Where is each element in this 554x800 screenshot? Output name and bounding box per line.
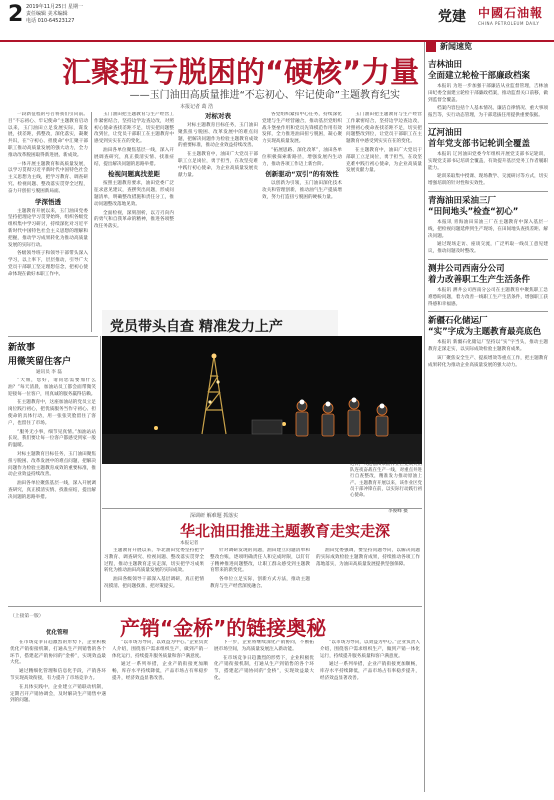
brief-divider xyxy=(428,259,548,260)
tag-label: 新闻速览 xyxy=(440,42,472,51)
page-number: 2 xyxy=(8,2,24,27)
paragraph: 通过一系列举措，企业产销衔接更加顺畅，库存水平持续降低，产品市场占有率稳步提升，经济效益显著改善。 xyxy=(320,662,420,681)
paragraph: 通过现场走访、座谈交流，广泛听取一线员工意见建议，推动问题及时整改。 xyxy=(428,242,548,255)
paragraph: 轮训采取集中授课、现场教学、交流研讨等方式，切实增强培训的针对性和实效性。 xyxy=(428,174,548,187)
paragraph: 玉门油田把主题教育与生产经营工作紧密结合，坚持边学边查边改，对照初心使命查找差距不足，切实把问题整改到位，让党员干部职工在主题教育中感受到实实在在的变化。 xyxy=(94,112,174,145)
section-name: 党建 xyxy=(438,9,466,25)
paragraph: “以市场为导向，以效益为中心。”企业负责人介绍，围绕客户需求组织生产，做到产销一体化运行，持续提升服务质量和客户满意度。 xyxy=(320,640,420,659)
lead-byline: 本报记者 葛 浩 xyxy=(180,104,214,110)
paragraph: 本报讯 青海油田采油三厂在主题教育中深入基层一线，把检视问题延伸到生产现场，在田间地头查找差距、解决问题。 xyxy=(428,219,548,239)
paragraph: 油田各单位聚焦基层一线，深入开展调查研究，真正摸清实情、找准症结，提出解决问题的思路举措。 xyxy=(8,481,96,500)
story-byline: 通讯员 李 磊 xyxy=(36,370,62,375)
brief-headline: 辽河油田 首年党支部书记轮训全覆盖 xyxy=(428,127,531,149)
paragraph: 对标主题教育目标任务，玉门油田聚焦扭亏脱困、改革发展中的难点问题，把解决问题作为检验主题教育成效的重要标准，推动企业效益持续改善。 xyxy=(8,451,96,478)
paragraph: 油田各级领导干部深入基层调研，真正把情况摸清、把问题找准、把对策提实。 xyxy=(104,577,204,589)
paragraph: “大姐，您好，请问您需要加什么油？”每天清晨，加油站员工都会面带微笑迎接每一位客户，用真诚的服务赢得信赖。 xyxy=(8,378,96,397)
brief-body xyxy=(428,84,548,120)
paragraph: 主题教育开展以来，华北油田党委坚持把学习教育、调查研究、检视问题、整改落实贯穿全过程，推动主题教育走实走深，切实把学习成果转化为推动油田高质量发展的实际成效。 xyxy=(104,548,204,574)
section-divider xyxy=(8,336,98,337)
bottom-column-2 xyxy=(112,640,208,794)
newspaper-logo xyxy=(478,4,550,30)
paragraph: 在具体实践中，企业建立产销联动机制，定期召开产销协调会，及时解决生产销售中遇到的问题。 xyxy=(10,684,106,704)
lead-subheadline: ——玉门油田高质量推进“不忘初心、牢记使命”主题教育纪实 xyxy=(129,90,400,101)
section-divider xyxy=(8,606,422,607)
brief-headline: 青海油田采油三厂 “田间地头”检查“初心” xyxy=(428,195,519,217)
paragraph: 本报讯 测井公司西南分公司在主题教育中聚焦职工急难愁盼问题，着力改善一线职工生产生活条件，增强职工获得感和幸福感。 xyxy=(428,287,548,307)
section-subhead: 检视问题真找差距 xyxy=(108,170,160,179)
paragraph: 以创新为引领，玉门油田深化技术攻关和管理创新，推动油气生产提质增效，努力打造扭亏脱困的硬核力量。 xyxy=(262,181,342,200)
brief-headline: 吉林油田 全面建立轮检干部廉政档案 xyxy=(428,60,531,81)
paragraph: 油田各单位聚焦基层一线，深入开展调查研究，真正摸清实情、找准症结，提出解决问题的思路举措。 xyxy=(94,147,174,167)
sidebar-column xyxy=(428,56,548,796)
lead-column-3 xyxy=(178,112,258,306)
paragraph: 各级领导班子和领导干部带头深入学习，以上率下，层层推动，引导广大党员干部职工坚定理想信念，把初心使命体现在做好本职工作中。 xyxy=(8,251,88,277)
paragraph: 档案内容包括个人基本情况、廉洁自律情况、重大事项报告等，实行动态管理，为干部选拔任用提供重要依据。 xyxy=(428,106,548,119)
issue-info: 2019年11月25日 星期一 责任编辑 美术编辑 电话 010-64523127 xyxy=(26,4,84,24)
logo-english: CHINA PETROLEUM DAILY xyxy=(478,21,540,26)
bottom-column-3 xyxy=(214,640,314,794)
photo-feature-title: 党员带头自查 精准发力上产 xyxy=(110,319,283,335)
middle-column-2 xyxy=(210,548,310,602)
story-box xyxy=(8,340,98,614)
paragraph: 在市场竞争日趋激烈的形势下，企业积极优化产销衔接机制，打通从生产到销售的各个环节，搭建起产销协同的“金桥”，实现效益最大化。 xyxy=(10,640,106,666)
section-subhead: 学深悟透 xyxy=(35,197,61,206)
section-divider xyxy=(102,508,422,509)
brief-divider xyxy=(428,191,548,192)
paragraph: “以市场为导向，以效益为中心。”企业负责人介绍，围绕客户需求组织生产，做到产销一体化运行，持续提升服务质量和客户满意度。 xyxy=(112,640,208,659)
story-title: 用微笑留住客户 xyxy=(8,357,72,367)
paragraph: 本报讯 辽河油田党委今年组织开展党支部书记轮训，实现党支部书记培训全覆盖，有效提升基层党务工作者履职能力。 xyxy=(428,151,548,171)
logo-chinese: 中國石油報 xyxy=(478,6,544,20)
brief-headline: 新疆石化储运厂 “实”字成为主题教育最亮底色 xyxy=(428,316,542,338)
paragraph: 对标主题教育目标任务，玉门油田聚焦扭亏脱困、改革发展中的难点问题，把解决问题作为检验主题教育成效的重要标准，推动企业效益持续改善。 xyxy=(178,123,258,149)
lead-column-4 xyxy=(262,112,342,306)
paragraph: “服务无小事，细节见真情。”加油站站长说，我们要让每一位客户都感受到家一般的温暖。 xyxy=(8,429,96,449)
paragraph: 本报讯 新疆石化储运厂坚持以“实”字当头，推动主题教育走深走实，以实际成效检验主题教育成果。 xyxy=(428,340,548,353)
photo-caption: 近日，大港油田采油作业区党员突击队连夜奋战在生产一线，对重点井进行自查整改，精准发力推动原油上产。主题教育开展以来，该作业区党员干部冲锋在前，以实际行动践行初心使命。 xyxy=(350,462,422,499)
middle-column-1 xyxy=(104,548,204,602)
brief-body xyxy=(428,220,548,256)
page-header xyxy=(0,0,554,42)
paragraph: 本报讯 为进一步加强干部廉洁从业监督管理，吉林油田纪委全面建立轮检干部廉政档案，推动监督关口前移，做到监督全覆盖。 xyxy=(428,84,548,103)
paragraph: 全面检视，深刻剖析，以刀刃向内的勇气和自我革命的精神，推进各项整改任务落实。 xyxy=(94,210,174,230)
bottom-kicker: （上接第一版） xyxy=(10,614,44,619)
paragraph: 下一步，企业将继续深化产销协同，不断拓展市场空间，为高质量发展注入新动能。 xyxy=(214,640,314,652)
brief-body xyxy=(428,152,548,188)
paragraph: 各党组织紧扣中心任务，持续深化党建与生产经营融合，推动基层党组织战斗堡垒作用和党员先锋模范作用有效发挥，全力推进油田扭亏脱困，凝心聚力实现高质量发展。 xyxy=(262,112,342,145)
middle-column-3 xyxy=(316,548,420,602)
lead-column-2 xyxy=(94,112,174,306)
bottom-headline: 产销“金桥”的链接奥秘 xyxy=(120,616,327,640)
middle-kicker: 深调研 解难题 抓落实 xyxy=(190,513,239,519)
paragraph: 主题教育开展以来，玉门油田党委坚持把理论学习贯穿始终，组织各级党组织集中学习研讨，持续深化对习近平新时代中国特色社会主义思想的理解和把握，推动学习成果转化为推动高质量发展的实际行动。 xyxy=(8,208,88,248)
paragraph: 各单位立足实际，创新方式方法，推动主题教育与生产经营深度融合。 xyxy=(210,577,310,589)
section-subhead: 创新驱动“双引”的有效性 xyxy=(265,170,339,179)
paragraph: “拓展思路、深化改革”，油田各单位积极探索新路径，增强发展内生动力，推动各项工作迈上新台阶。 xyxy=(262,147,342,167)
paragraph: 玉门油田把主题教育与生产经营工作紧密结合，坚持边学边查边改，对照初心使命查找差距不足，切实把问题整改到位，让党员干部职工在主题教育中感受到实实在在的变化。 xyxy=(346,112,422,145)
paragraph: 针对调研发现的问题，油田建立问题清单和整改台账，逐项明确责任人和完成时限，以钉钉子精神推进问题整改，让职工群众感受到主题教育带来的新变化。 xyxy=(210,548,310,574)
middle-headline: 华北油田推进主题教育走实走深 xyxy=(179,522,390,540)
column-divider xyxy=(100,336,101,602)
section-subhead: 对标对表 xyxy=(205,112,231,120)
paragraph: 该厂聚焦安全生产、提质增效等重点工作，把主题教育成果转化为推动企业高质量发展的强大动力。 xyxy=(428,355,548,368)
brief-divider xyxy=(428,123,548,124)
paragraph: 按照主题教育要求，油田党委广泛征求意见建议，查摆突出问题，形成问题清单，明确整改措施和责任分工，推动问题整改落地见效。 xyxy=(94,181,174,207)
story-label: 新故事 xyxy=(8,343,36,353)
bottom-column-1 xyxy=(10,640,106,794)
brief-headline: 测井公司西南分公司 着力改善职工生产生活条件 xyxy=(428,263,531,285)
brief-divider xyxy=(428,311,548,312)
photo-illustration xyxy=(102,336,422,464)
paragraph: 一段新征程的号召将我们引向前。目“不忘初心、牢记使命”主题教育启动以来，玉门油田立足发展实际，谋发展，找差距，抓整改，深化落实，凝聚共识，在“守初心、担使命”中汇聚干部职工推动高质量发展的强大动力，全力推动改革脱困取得新进展、新成效。 xyxy=(8,112,88,158)
lead-column-1 xyxy=(8,112,88,334)
brief-body xyxy=(428,288,548,308)
lead-headline: 汇聚扭亏脱困的“硬核”力量 xyxy=(62,55,420,89)
paragraph: 通过精细化管理和信息化手段，产销各环节实现高效衔接，有力提升了市场竞争力。 xyxy=(10,669,106,681)
paragraph: 在主题教育中，油田广大党员干部职工立足岗位，勇于担当，在攻坚克难中践行初心使命，为企业高质量发展贡献力量。 xyxy=(178,152,258,178)
bottom-column-4 xyxy=(320,640,420,794)
paragraph: 在市场竞争日趋激烈的形势下，企业积极优化产销衔接机制，打通从生产到销售的各个环节，搭建起产销协同的“金桥”，实现效益最大化。 xyxy=(214,655,314,681)
night-work-photo xyxy=(102,336,422,464)
bottom-subhead: 优化管理 xyxy=(46,630,69,636)
news-brief-tag xyxy=(426,40,486,54)
tag-marker-icon xyxy=(426,42,436,52)
story-body xyxy=(8,378,96,614)
middle-byline: 本报记者 xyxy=(180,541,199,546)
column-divider xyxy=(91,112,92,332)
lead-column-5 xyxy=(346,112,422,306)
paragraph: 在主题教育中，这座加油站的党员立足岗位践行初心，把优质服务当作守初心、担使命的具体行动，用一张张笑脸留住了客户，也留住了市场。 xyxy=(8,400,96,426)
paragraph: 一体开展主题教育和高质量发展，以学习贯彻习近平新时代中国特色社会主义思想为主线，把学习教育、调查研究、检视问题、整改落实贯穿全过程，奋力开创扭亏脱困新局面。 xyxy=(8,161,88,194)
paragraph: 油田党委强调，要坚持问题导向，以解决问题的实际成效检验主题教育成果，持续推动各项工作落地落实，为油田高质量发展提供坚强保障。 xyxy=(316,548,420,567)
paragraph: 在主题教育中，油田广大党员干部职工立足岗位，勇于担当，在攻坚克难中践行初心使命，为企业高质量发展贡献力量。 xyxy=(346,147,422,174)
column-divider xyxy=(424,42,425,792)
photo-credit: 李俊峰 摄 xyxy=(388,509,408,514)
paragraph: 通过一系列举措，企业产销衔接更加顺畅，库存水平持续降低，产品市场占有率稳步提升，经济效益显著改善。 xyxy=(112,662,208,681)
brief-body xyxy=(428,340,548,369)
